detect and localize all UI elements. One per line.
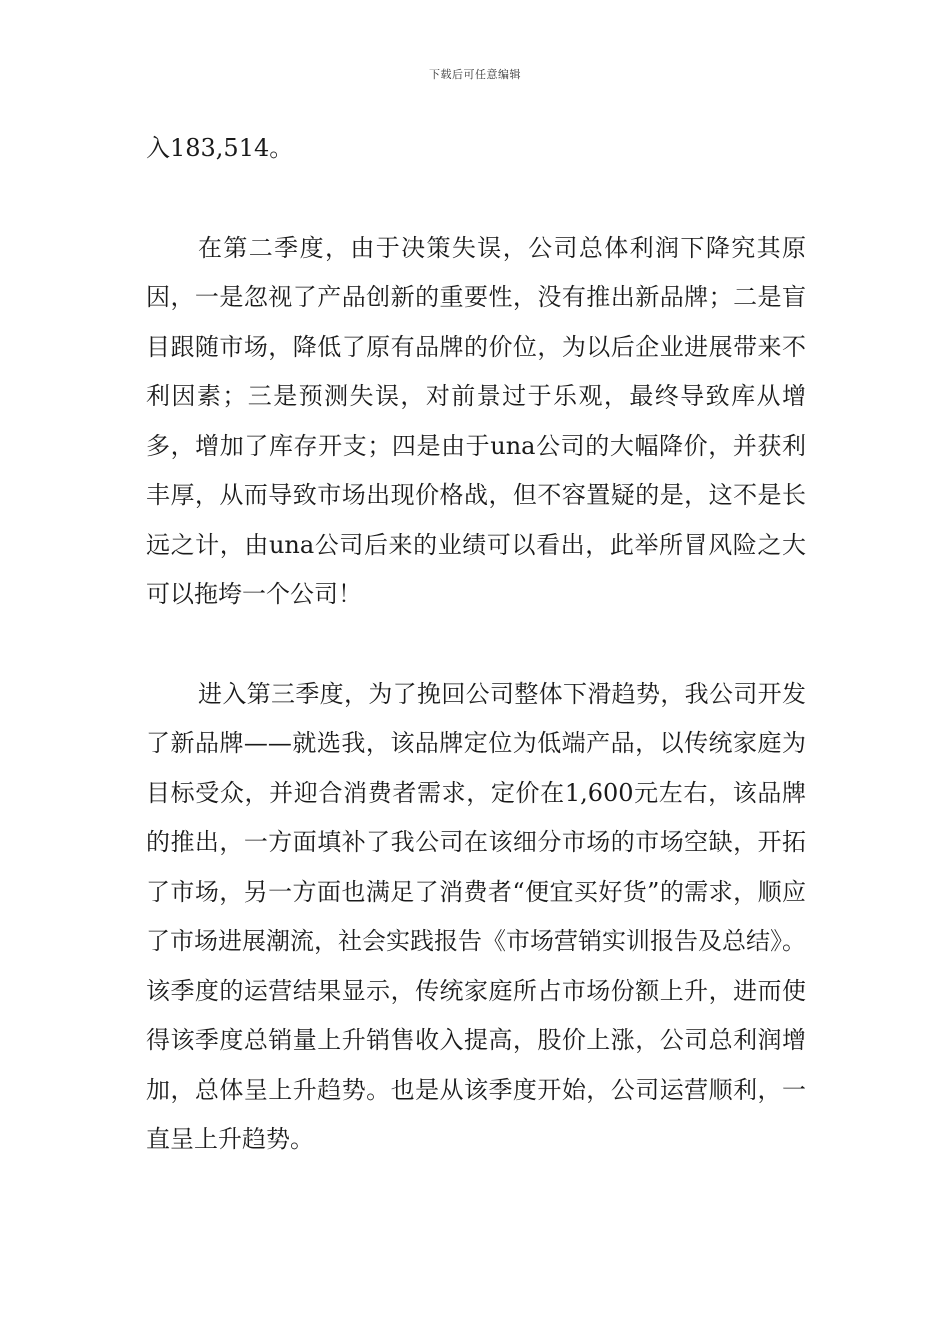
paragraph-gap (146, 620, 806, 670)
paragraph-third-quarter: 进入第三季度，为了挽回公司整体下滑趋势，我公司开发了新品牌——就选我，该品牌定位为低端产品，以传统家庭为目标受众，并迎合消费者需求，定价在1,600元左右，该品牌的推出，一方面填补了我公司在该细分市场的市场空缺，开拓了市场，另一方面也满足了消费者“便宜买好货”的需求，顺应了市场进展潮流，社会实践报告《市场营销实训报告及总结》。该季度的运营结果显示，传统家庭所占市场份额上升，进而使得该季度总销量上升销售收入提高，股价上涨，公司总利润增加，总体呈上升趋势。也是从该季度开始，公司运营顺利，一直呈上升趋势。 (146, 679, 806, 1153)
document-body (146, 124, 806, 1165)
page-header-note: 下载后可任意编辑 (429, 68, 521, 81)
paragraph-second-quarter: 在第二季度，由于决策失误，公司总体利润下降究其原因，一是忽视了产品创新的重要性，没有推出新品牌；二是盲目跟随市场，降低了原有品牌的价位，为以后企业进展带来不利因素；三是预测失误，对前景过于乐观，最终导致库从增多，增加了库存开支；四是由于una公司的大幅降价，并获利丰厚，从而导致市场出现价格战，但不容置疑的是，这不是长远之计，由una公司后来的业绩可以看出，此举所冒风险之大可以拖垮一个公司！ (146, 233, 806, 608)
paragraph-continuation: 入183,514。 (146, 134, 294, 162)
paragraph-gap (146, 174, 806, 224)
